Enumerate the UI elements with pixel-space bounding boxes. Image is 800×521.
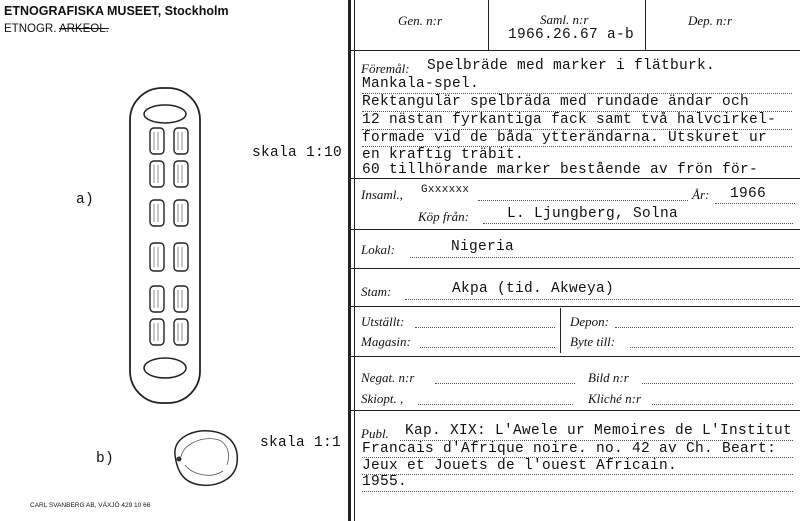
description-line-1: Mankala-spel.	[362, 76, 480, 92]
department-prefix: ETNOGR.	[4, 23, 57, 35]
museum-title: ETNOGRAFISKA MUSEET, Stockholm	[4, 4, 229, 18]
skiopt-label: Skiopt. ,	[361, 391, 404, 406]
insaml-label: Insaml.,	[361, 187, 403, 202]
rule-5	[349, 306, 800, 307]
publ-line-1: Kap. XIX: L'Awele ur Memoires de L'Institut	[405, 423, 793, 439]
magasin-label: Magasin:	[361, 334, 411, 349]
negat-label: Negat. n:r	[361, 370, 415, 385]
rule-1	[349, 50, 800, 51]
byte-label: Byte till:	[570, 334, 616, 349]
rule-7	[349, 410, 800, 411]
printer-line: CARL SVANBERG AB, VÄXJÖ 429 10 66	[30, 502, 151, 509]
label-a: a)	[76, 192, 95, 208]
ar-label: År:	[692, 187, 710, 202]
stam-label: Stam:	[361, 284, 392, 299]
publ-line-3: Jeux et Jouets de l'ouest Africain.	[362, 458, 678, 474]
lokal-value: Nigeria	[451, 239, 515, 255]
label-b: b)	[96, 451, 115, 467]
description-line-6: 60 tillhörande marker bestående av frön för-	[362, 162, 759, 178]
description-line-3: 12 nästan fyrkantiga fack samt två halvcirkel-	[362, 112, 777, 128]
description-line-2: Rektangulär spelbräda med rundade ändar och	[362, 94, 750, 110]
rule-4	[349, 268, 800, 269]
card-vertical-rule-2	[354, 0, 355, 521]
seed-drawing	[165, 425, 245, 495]
publ-line-4: 1955.	[362, 474, 408, 490]
saml-value: 1966.26.67 a-b	[508, 27, 635, 43]
department-struck: ARKEOL.	[58, 23, 109, 35]
top-col-sep-1	[488, 0, 489, 50]
rule-3	[349, 229, 800, 230]
gen-label: Gen. n:r	[398, 13, 443, 28]
insaml-value: Gxxxxxx	[421, 184, 470, 196]
publ-label: Publ.	[361, 426, 389, 441]
lokal-label: Lokal:	[361, 242, 395, 257]
scale-a: skala 1:10	[252, 145, 343, 161]
game-board-drawing	[120, 80, 210, 410]
kop-label: Köp från:	[418, 209, 469, 224]
foremal-value: Spelbräde med marker i flätburk.	[427, 58, 716, 74]
foremal-label: Föremål:	[361, 61, 410, 76]
bild-label: Bild n:r	[588, 370, 629, 385]
rule-2	[349, 178, 800, 179]
kop-value: L. Ljungberg, Solna	[507, 206, 679, 222]
department-line	[4, 23, 109, 35]
kliche-label: Kliché n:r	[588, 391, 642, 406]
utstallt-label: Utställt:	[361, 314, 405, 329]
rule-6	[349, 356, 800, 357]
publ-line-2: Francais d'Afrique noire. no. 42 av Ch. Beart:	[362, 441, 777, 457]
dep-label: Dep. n:r	[688, 13, 733, 28]
description-line-4: formade vid de båda ytterändarna. Utskuret ur	[362, 130, 768, 146]
stam-value: Akpa (tid. Akweya)	[452, 281, 615, 297]
card-vertical-rule	[348, 0, 351, 521]
utstallt-col-sep	[560, 308, 561, 353]
description-line-5: en kraftig träbit.	[362, 147, 525, 163]
saml-label: Saml. n:r	[540, 12, 589, 27]
depon-label: Depon:	[570, 314, 609, 329]
ar-value: 1966	[730, 186, 767, 202]
end-pit-top	[144, 105, 186, 123]
end-pit-bottom	[144, 358, 186, 378]
scale-b: skala 1:1	[260, 435, 342, 451]
top-col-sep-2	[645, 0, 646, 50]
